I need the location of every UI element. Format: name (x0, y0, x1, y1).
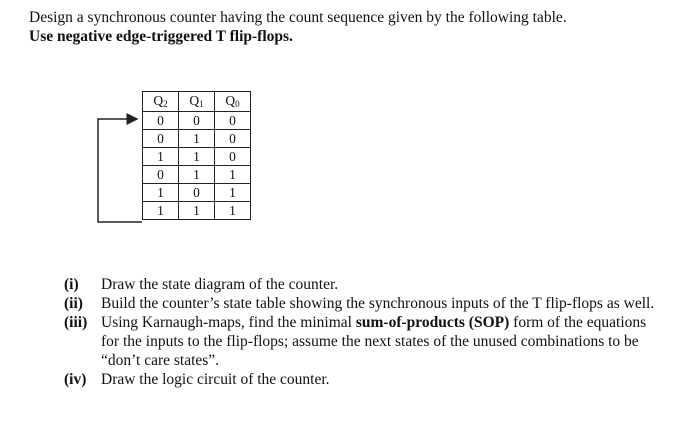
count-sequence-table (142, 91, 251, 220)
question-item (64, 294, 664, 313)
table-cell: 0 (143, 112, 179, 130)
table-cell: 1 (179, 130, 215, 148)
table-cell: 0 (179, 112, 215, 130)
table-cell: 1 (215, 166, 251, 184)
table-cell: 0 (215, 130, 251, 148)
table-cell: 0 (179, 184, 215, 202)
problem-text: Design a synchronous counter having the count sequence given by the following table. (29, 9, 567, 26)
table-row (143, 166, 251, 184)
table-row (143, 130, 251, 148)
table-cell: 1 (215, 184, 251, 202)
question-item (64, 313, 664, 370)
header-q2: $Q_2$ (143, 92, 179, 112)
question-number: (iv) (64, 371, 87, 388)
table-cell: 1 (179, 148, 215, 166)
table-cell: 0 (215, 112, 251, 130)
table-cell: 1 (143, 184, 179, 202)
table-cell: 0 (215, 148, 251, 166)
table-cell: 1 (179, 166, 215, 184)
table-cell: 1 (143, 202, 179, 220)
question-text: Draw the state diagram of the counter. (101, 276, 339, 293)
header-q0: $Q_0$ (215, 92, 251, 112)
table-row (143, 202, 251, 220)
question-list (64, 275, 664, 389)
table-row (143, 112, 251, 130)
question-text: Build the counter’s state table showing the synchronous inputs of the T flip-flops as well. (101, 295, 655, 312)
table-cell: 1 (215, 202, 251, 220)
table-row (143, 148, 251, 166)
table-cell: 1 (143, 148, 179, 166)
question-text: Using Karnaugh-maps, find the minimal sum-of-products (SOP) form of the equations for the inputs to the flip-flops; assume the next states of the unused combinations to be “don’t care states”. (101, 314, 647, 369)
table-row (143, 184, 251, 202)
question-number: (iii) (64, 314, 88, 331)
sop-emphasis: sum-of-products (SOP) (355, 314, 510, 331)
header-q1: $Q_1$ (179, 92, 215, 112)
question-item (64, 370, 664, 389)
problem-constraint: Use negative edge-triggered T flip-flops. (29, 28, 293, 45)
table-cell: 1 (179, 202, 215, 220)
question-number: (i) (64, 276, 79, 293)
table-header-row (143, 92, 251, 112)
question-number: (ii) (64, 295, 83, 312)
table-cell: 0 (143, 130, 179, 148)
question-text: Draw the logic circuit of the counter. (101, 371, 330, 388)
table-cell: 0 (143, 166, 179, 184)
question-item (64, 275, 664, 294)
problem-statement (29, 8, 689, 46)
